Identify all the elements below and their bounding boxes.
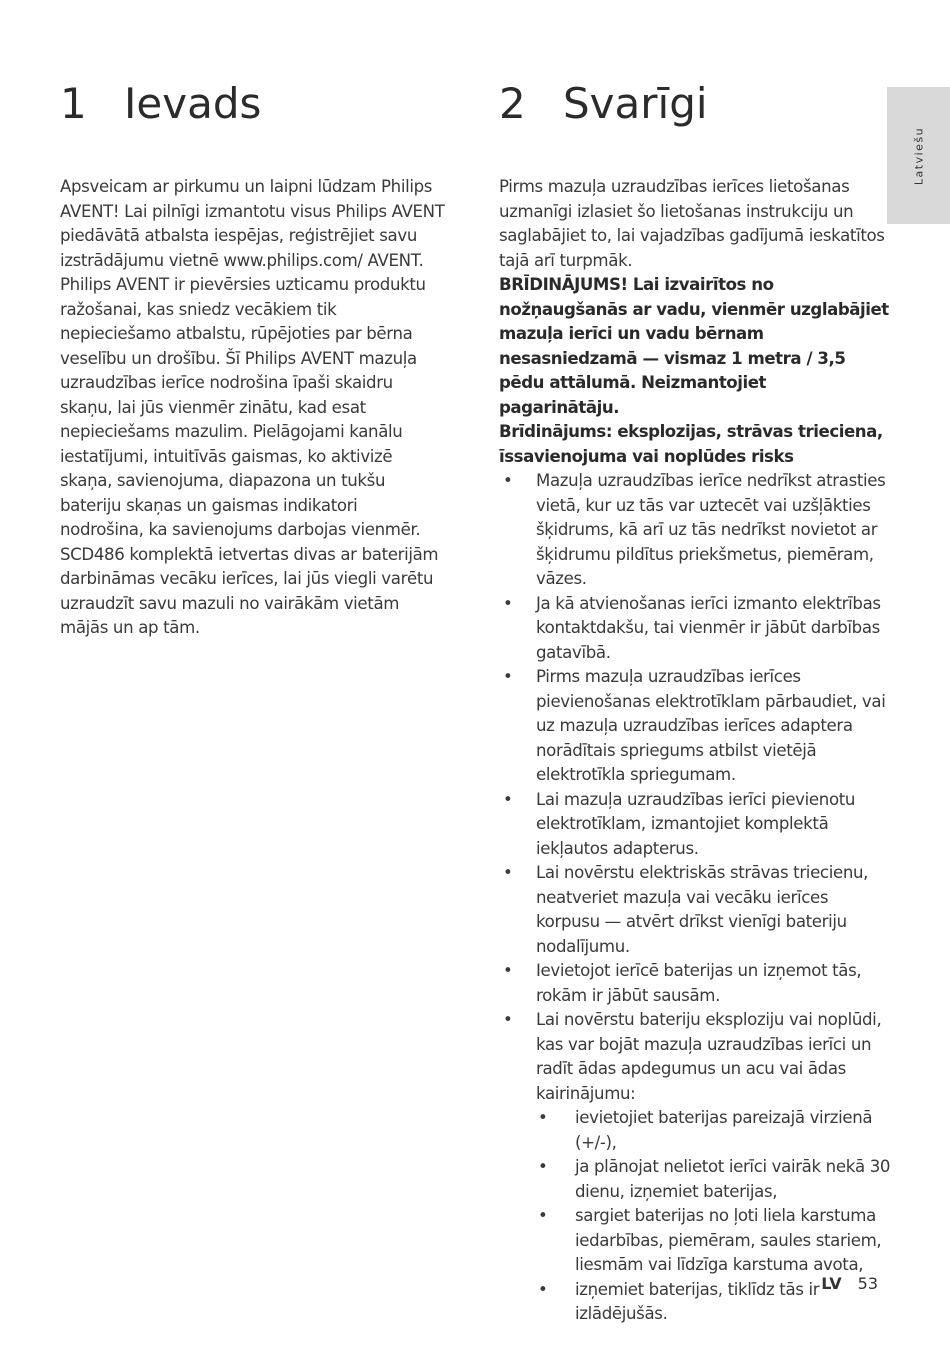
section-title: Ievads [124,79,262,128]
intro-column [60,175,445,641]
section-2-heading [499,78,708,130]
bullet-icon: • [538,1108,548,1127]
sub-list-item-text: ievietojiet baterijas pareizajā virzienā (+/-), [575,1108,873,1152]
important-intro: Pirms mazuļa uzraudzības ierīces lietošanas uzmanīgi izlasiet šo lietošanas instrukciju un saglabājiet to, lai vajadzības gadījumā ieskatītos tajā arī turpmāk. [499,177,885,270]
list-item-text: Lai novērstu bateriju eksploziju vai noplūdi, kas var bojāt mazuļa uzraudzības ierīci un radīt ādas apdegumus un acu vai ādas kairinājumu: [536,1010,882,1103]
language-tab [887,87,950,224]
section-number: 1 [60,79,87,128]
section-title: Svarīgi [563,79,708,128]
bullet-icon: • [538,1157,548,1176]
bullet-icon: • [503,1010,513,1029]
bullet-icon: • [503,863,513,882]
list-item-text: Ievietojot ierīcē baterijas un izņemot tās, rokām ir jābūt sausām. [536,961,862,1005]
list-item-text: Ja kā atvienošanas ierīci izmanto elektrības kontaktdakšu, tai vienmēr ir jābūt darbības gatavībā. [536,593,881,662]
language-tab-label: Latviešu [912,126,925,185]
sub-list-item [536,1155,891,1204]
section-number: 2 [499,79,526,128]
bullet-icon: • [503,593,513,613]
safety-list [499,469,891,1327]
bullet-icon: • [503,471,513,490]
list-item [499,959,891,1008]
strangulation-warning: BRĪDINĀJUMS! Lai izvairītos no nožņaugšanās ar vadu, vienmēr uzglabājiet mazuļa ierīci un vadu bērnam nesasniedzamā — vismaz 1 metra / 3,5 pēdu attālumā. Neizmantojiet pagarinātāju. [499,275,889,417]
list-item [499,861,891,959]
sub-list-item-text: ja plānojat nelietot ierīci vairāk nekā 30 dienu, izņemiet baterijas, [575,1157,891,1201]
sub-list-item [536,1106,891,1155]
bullet-icon: • [503,667,513,686]
sub-list-item [536,1204,891,1278]
list-item-text: Lai novērstu elektriskās strāvas triecienu, neatveriet mazuļa vai vecāku ierīces korpusu — atvērt drīkst vienīgi bateriju nodalījumu. [536,863,869,956]
sub-list-item-text: sargiet baterijas no ļoti liela karstuma iedarbības, piemēram, saules stariem, liesmām vai līdzīga karstuma avota, [575,1206,882,1274]
list-item [499,469,891,592]
language-code: LV [821,1274,842,1293]
list-item-text: Mazuļa uzraudzības ierīce nedrīkst atrasties vietā, kur uz tās var uztecēt vai uzšļākties šķidrums, kā arī uz tās nedrīkst novietot ar šķidrumu pildītus priekšmetus, piemēram, vāzes. [536,471,886,588]
list-item-text: Pirms mazuļa uzraudzības ierīces pievienošanas elektrotīklam pārbaudiet, vai uz mazuļa uzraudzības ierīces adaptera norādītais spriegums atbilst vietējā elektrotīkla spriegumam. [536,667,886,784]
page-number: 53 [857,1274,878,1293]
list-item [499,665,891,788]
intro-paragraph: Philips AVENT ir pievērsies uzticamu produktu ražošanai, kas sniedz vecākiem tik nepieciešamo atbalstu, rūpējoties par bērna veselību un drošību. Šī Philips AVENT mazuļa uzraudzības ierīce nodrošina īpaši skaidru skaņu, lai jūs vienmēr zinātu, kad esat nepieciešams mazulim. Pielāgojami kanālu iestatījumi, intuitīvās gaismas, ko aktivizē skaņa, savienojuma, diapazona un tukšu bateriju skaņas un gaismas indikatori nodrošina, ka savienojums darbojas vienmēr. SCD486 komplektā ietvertas divas ar baterijām darbināmas vecāku ierīces, lai jūs viegli varētu uzraudzīt savu mazuli no vairākām vietām mājās un ap tām. [60,275,439,637]
bullet-icon: • [538,1206,548,1225]
sub-list-item-text: izņemiet baterijas, tiklīdz tās ir izlādējušās. [575,1279,820,1323]
intro-paragraph: Apsveicam ar pirkumu un laipni lūdzam Philips AVENT! Lai pilnīgi izmantotu visus Philips AVENT piedāvātā atbalsta iespējas, reģistrējiet savu izstrādājumu vietnē www.philips.com/ AVENT. [60,177,445,270]
battery-risk-warning: Brīdinājums: eksplozijas, strāvas trieciena, īssavienojuma vai noplūdes risks [499,422,883,466]
important-column [499,175,891,1327]
list-item-text: Lai mazuļa uzraudzības ierīci pievienotu elektrotīklam, izmantojiet komplektā iekļautos adapterus. [536,789,856,858]
list-item [499,592,891,666]
bullet-icon: • [503,961,513,980]
list-item [499,788,891,862]
page-footer [821,1273,878,1295]
section-1-heading [60,78,261,130]
bullet-icon: • [503,789,513,809]
bullet-icon: • [538,1279,548,1299]
